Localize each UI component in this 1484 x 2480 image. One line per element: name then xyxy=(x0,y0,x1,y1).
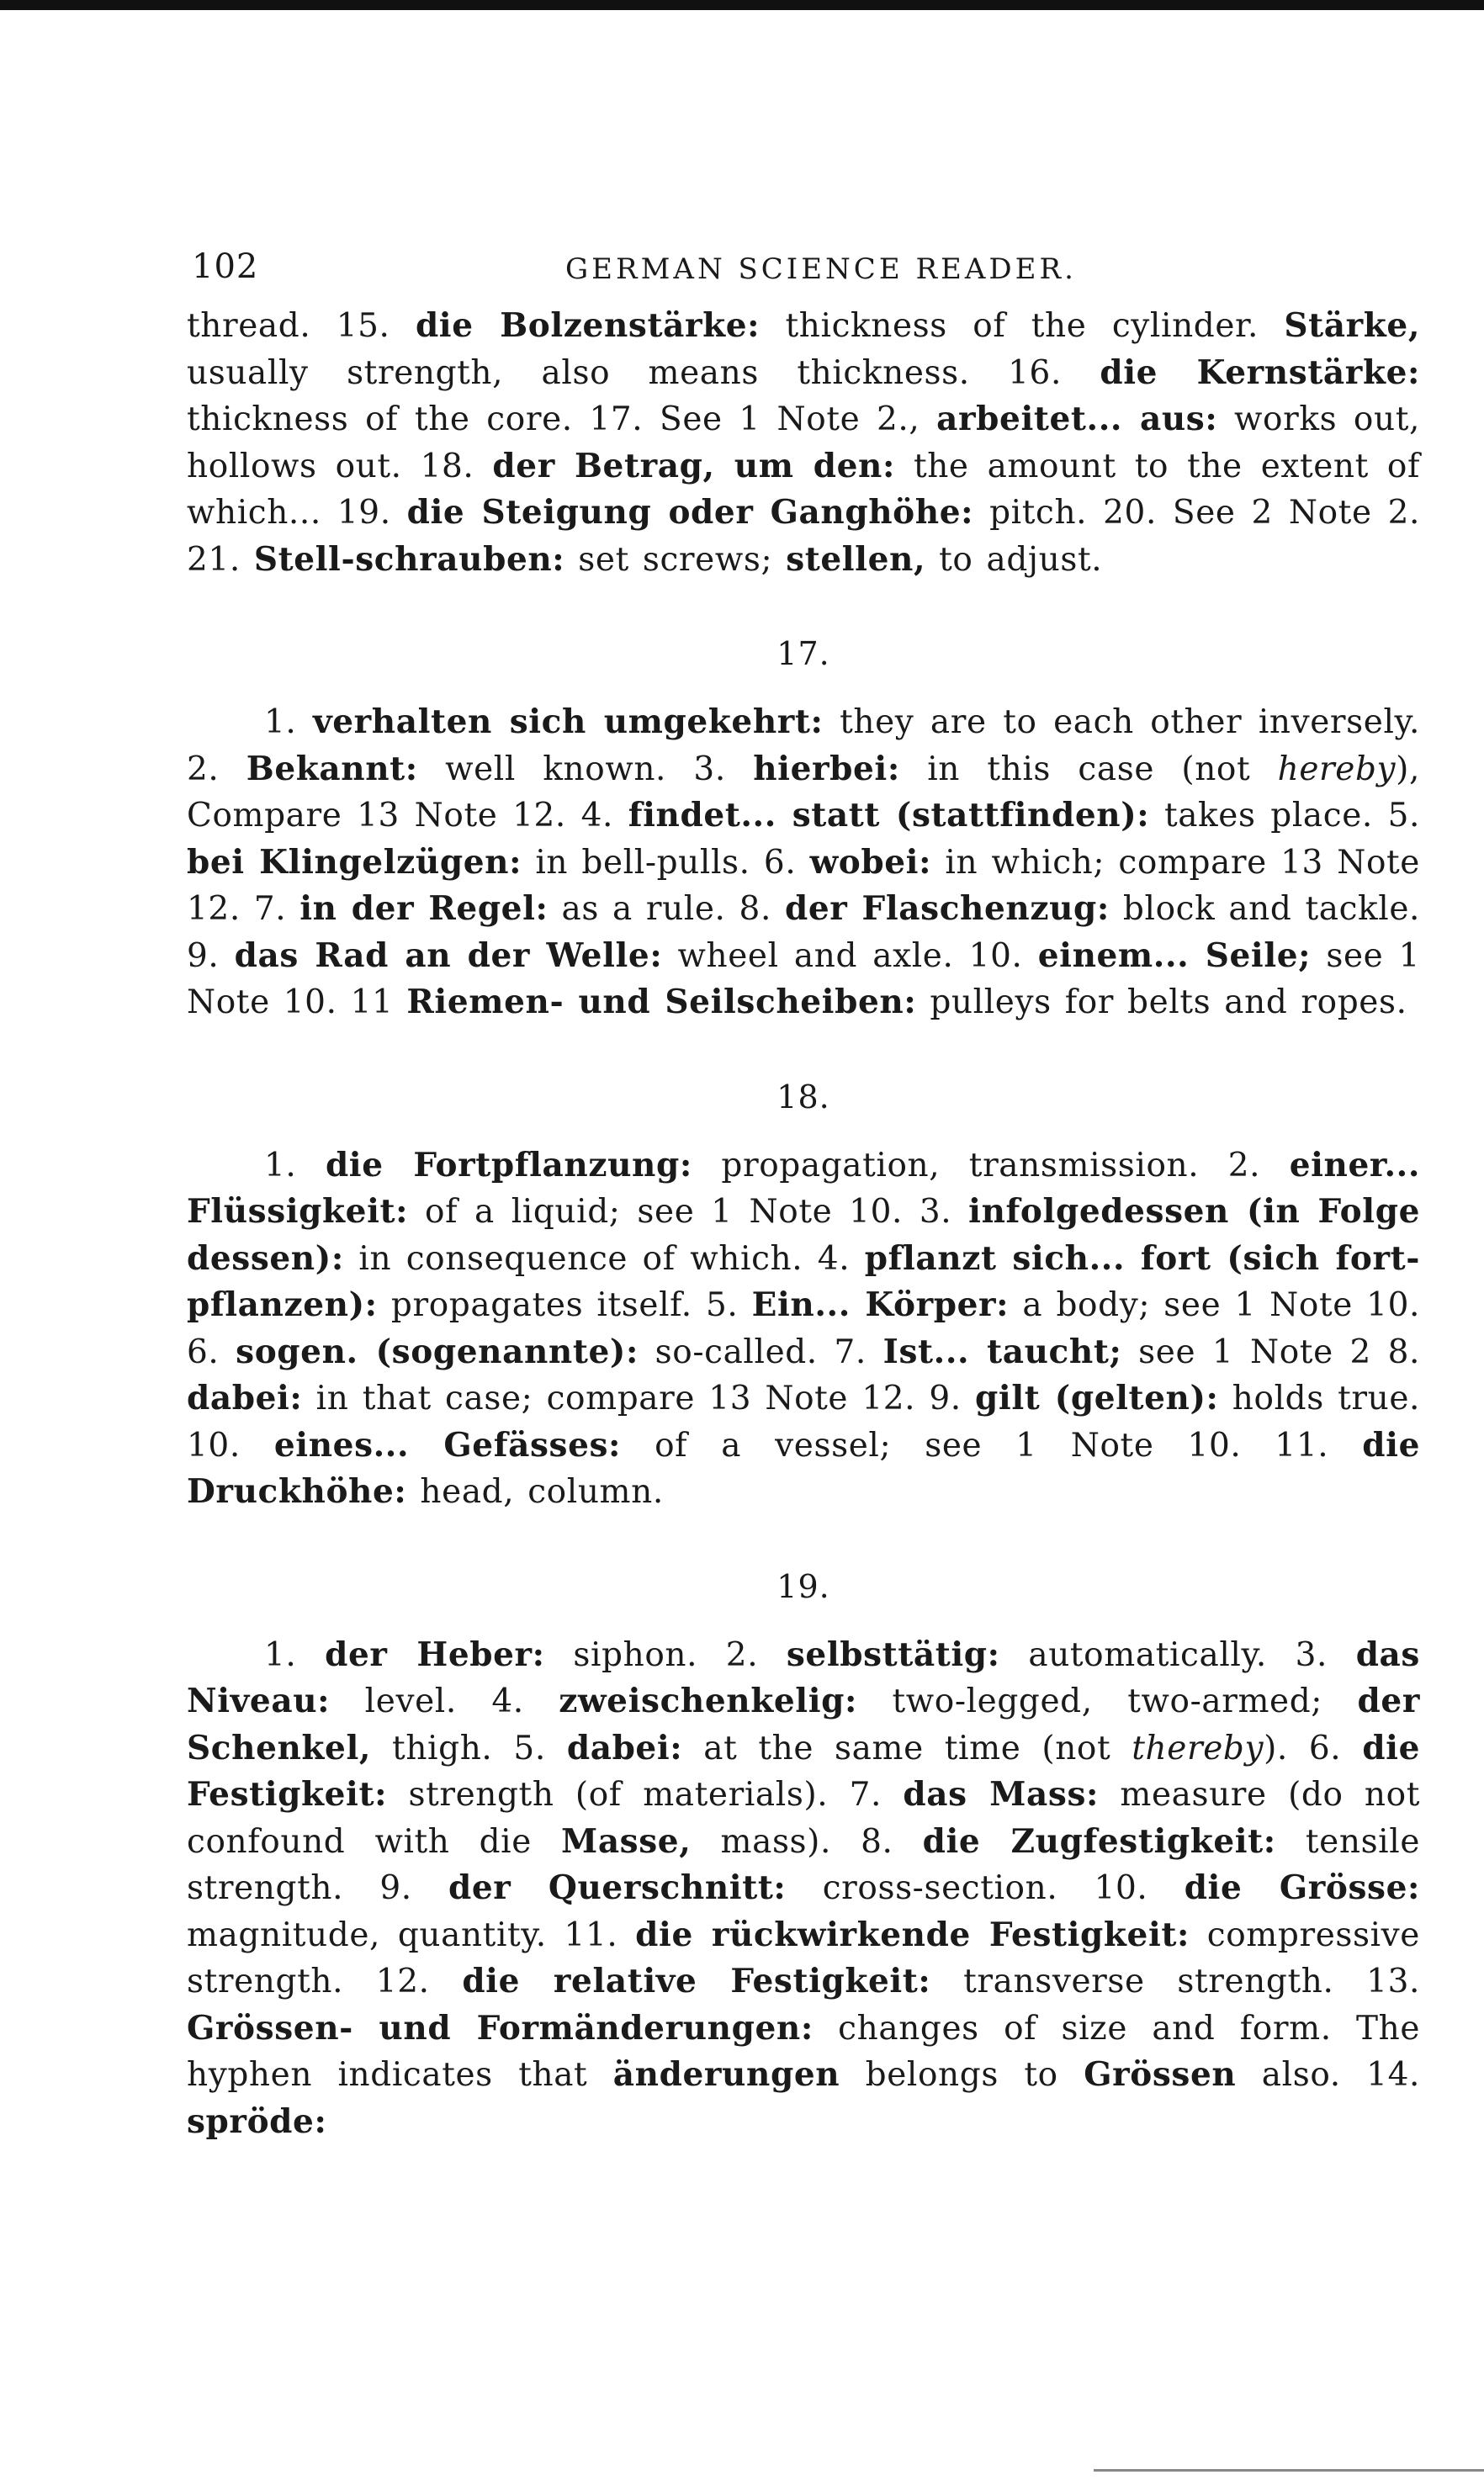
note-text: propagates itself. 5. xyxy=(377,1286,752,1324)
note-text: set screws; xyxy=(564,540,787,579)
glossary-term: wobei: xyxy=(809,842,932,882)
glossary-term: die Fortpflanzung: xyxy=(325,1145,692,1184)
note-text: strength (of materials). 7. xyxy=(387,1776,904,1814)
section-17-notes xyxy=(187,699,1420,1026)
note-text: two-legged, two-armed; xyxy=(856,1682,1358,1720)
glossary-term: stellen, xyxy=(786,539,926,579)
section-number-19: 19. xyxy=(776,1567,830,1605)
note-text: wheel and axle. 10. xyxy=(662,936,1038,975)
note-text: see 1 Note 2 8. xyxy=(1121,1333,1420,1371)
glossary-term: dabei: xyxy=(187,1379,303,1418)
glossary-term: die rückwirkende Festigkeit: xyxy=(635,1915,1190,1954)
glossary-term: die Bolzenstärke: xyxy=(415,306,761,345)
note-text: mass). 8. xyxy=(691,1822,923,1861)
note-text: see 1 Note 10. 11 xyxy=(187,936,1420,1021)
glossary-term: spröde: xyxy=(187,2101,327,2141)
top-border-rule xyxy=(0,0,1484,10)
note-text: in this case (not xyxy=(899,750,1278,788)
glossary-term: arbeitet... aus: xyxy=(936,400,1218,438)
glossary-term: gilt (gelten): xyxy=(975,1379,1219,1418)
glossary-term: die Grösse: xyxy=(1184,1868,1421,1907)
glossary-term: Riemen- und Seilscheiben: xyxy=(406,983,917,1021)
note-text: magnitude, quantity. 11. xyxy=(187,1916,636,1954)
glossary-term: einem... Seile; xyxy=(1037,935,1312,975)
note-text: thigh. 5. xyxy=(371,1729,567,1767)
note-text: as a rule. 8. xyxy=(548,890,785,928)
note-text: compressive strength. 12. xyxy=(187,1916,1420,2000)
note-text: head, column. xyxy=(406,1473,664,1511)
note-text: transverse strength. 13. xyxy=(930,1963,1420,2000)
note-text: cross-section. 10. xyxy=(786,1869,1185,1907)
glossary-term: infolgedessen (in Folge dessen): xyxy=(187,1192,1420,1278)
bottom-edge-rule xyxy=(1094,2469,1484,2472)
glossary-term: einer... Flüssigkeit: xyxy=(187,1145,1420,1231)
note-text: well known. 3. xyxy=(417,750,754,788)
glossary-term: änderungen xyxy=(612,2055,840,2094)
note-text: ). 6. xyxy=(1264,1729,1363,1767)
note-text: also. 14. xyxy=(1236,2056,1420,2094)
intro-notes-paragraph xyxy=(187,303,1420,583)
glossary-term: selbsttätig: xyxy=(786,1635,1000,1674)
glossary-term: die Festigkeit: xyxy=(187,1728,1421,1814)
glossary-term: dabei: xyxy=(566,1728,683,1767)
glossary-term: die Druckhöhe: xyxy=(187,1425,1420,1511)
note-text: pulleys for belts and ropes. xyxy=(916,983,1407,1021)
section-18-notes xyxy=(187,1142,1420,1516)
glossary-term: die relative Festigkeit: xyxy=(462,1962,931,2000)
glossary-term: Masse, xyxy=(561,1821,692,1861)
note-text: siphon. 2. xyxy=(544,1635,787,1674)
glossary-term: verhalten sich umgekehrt: xyxy=(312,702,824,741)
page-number: 102 xyxy=(192,247,259,286)
glossary-term: das Mass: xyxy=(903,1775,1099,1814)
note-text: usually strength, also means thickness. 16. xyxy=(187,353,1100,392)
glossary-term: das Niveau: xyxy=(187,1635,1420,1720)
note-text: automatically. 3. xyxy=(999,1635,1356,1674)
note-text: in that case; compare 13 Note 12. 9. xyxy=(302,1380,976,1418)
glossary-term: die Zugfestigkeit: xyxy=(922,1821,1276,1861)
glossary-term: pflanzt sich... fort (sich fort-pflanzen): xyxy=(187,1238,1420,1324)
glossary-term: Bekannt: xyxy=(246,749,418,788)
note-text: they are to each other inversely. 2. xyxy=(187,703,1420,788)
glossary-term: zweischenkelig: xyxy=(559,1682,857,1720)
glossary-term: der Heber: xyxy=(325,1635,545,1674)
glossary-term: in der Regel: xyxy=(299,889,549,928)
glossary-term: bei Klingelzügen: xyxy=(187,842,522,882)
note-text: pitch. 20. See 2 Note 2. 21. xyxy=(187,494,1420,579)
note-text: to adjust. xyxy=(925,540,1103,579)
note-text: 1. xyxy=(264,1146,326,1184)
note-text: block and tackle. 9. xyxy=(187,890,1421,975)
note-text: in bell-pulls. 6. xyxy=(522,843,810,882)
note-text: the amount to the extent of which... 19. xyxy=(187,447,1420,532)
note-text: of a liquid; see 1 Note 10. 3. xyxy=(408,1193,969,1231)
note-text: in which; compare 13 Note 12. 7. xyxy=(187,843,1420,928)
glossary-term: eines... Gefässes: xyxy=(273,1425,622,1465)
note-text: belongs to xyxy=(840,2056,1084,2094)
note-text: propagation, transmission. 2. xyxy=(692,1146,1290,1184)
note-text: level. 4. xyxy=(330,1682,559,1720)
glossary-term: das Rad an der Welle: xyxy=(234,935,663,975)
glossary-term: der Flaschenzug: xyxy=(784,889,1110,928)
section-number-18: 18. xyxy=(776,1078,830,1115)
note-text: thread. 15. xyxy=(187,307,416,345)
note-text: ), Compare 13 Note 12. 4. xyxy=(187,750,1420,835)
glossary-term: Ist... taucht; xyxy=(882,1332,1122,1371)
glossary-term: hierbei: xyxy=(753,749,900,788)
note-text: takes place. 5. xyxy=(1149,797,1420,835)
glossary-term: Grössen xyxy=(1084,2055,1237,2094)
section-19-notes xyxy=(187,1632,1420,2146)
glossary-term: die Kernstärke: xyxy=(1100,352,1420,392)
glossary-term: der Querschnitt: xyxy=(448,1868,787,1907)
glossary-term: Grössen- und Formänderungen: xyxy=(187,2008,814,2048)
note-text: of a vessel; see 1 Note 10. 11. xyxy=(621,1426,1363,1465)
glossary-term: der Betrag, um den: xyxy=(492,446,895,485)
note-text: 1. xyxy=(264,1635,326,1674)
glossary-term: Stärke, xyxy=(1284,306,1420,345)
note-text: at the same time (not xyxy=(682,1729,1132,1767)
glossary-term: Stell-schrauben: xyxy=(253,539,565,579)
note-text: tensile strength. 9. xyxy=(187,1822,1421,1907)
glossary-term: findet... statt (stattfinden): xyxy=(628,796,1150,835)
note-text: thickness of the cylinder. xyxy=(760,307,1285,345)
note-text: in consequence of which. 4. xyxy=(343,1239,865,1278)
glossary-term: sogen. (sogenannte): xyxy=(236,1332,639,1371)
emphasis-text: thereby xyxy=(1132,1729,1264,1767)
glossary-term: Ein... Körper: xyxy=(751,1285,1010,1324)
emphasis-text: hereby xyxy=(1277,750,1397,788)
note-text: 1. xyxy=(264,703,313,741)
section-number-17: 17. xyxy=(776,635,830,672)
note-text: thickness of the core. 17. See 1 Note 2., xyxy=(187,400,937,438)
glossary-term: der Schenkel, xyxy=(187,1682,1420,1767)
note-text: measure (do not confound with die xyxy=(187,1776,1420,1861)
note-text: so-called. 7. xyxy=(638,1333,883,1371)
book-title: GERMAN SCIENCE READER. xyxy=(565,252,1077,286)
note-text: changes of size and form. The hyphen indicates that xyxy=(187,2009,1421,2094)
book-page xyxy=(187,236,1420,2145)
note-text: holds true. 10. xyxy=(187,1380,1420,1465)
note-text: a body; see 1 Note 10. 6. xyxy=(187,1286,1420,1371)
note-text: works out, hollows out. 18. xyxy=(187,400,1420,485)
running-head xyxy=(187,236,1420,303)
glossary-term: die Steigung oder Ganghöhe: xyxy=(406,493,974,532)
